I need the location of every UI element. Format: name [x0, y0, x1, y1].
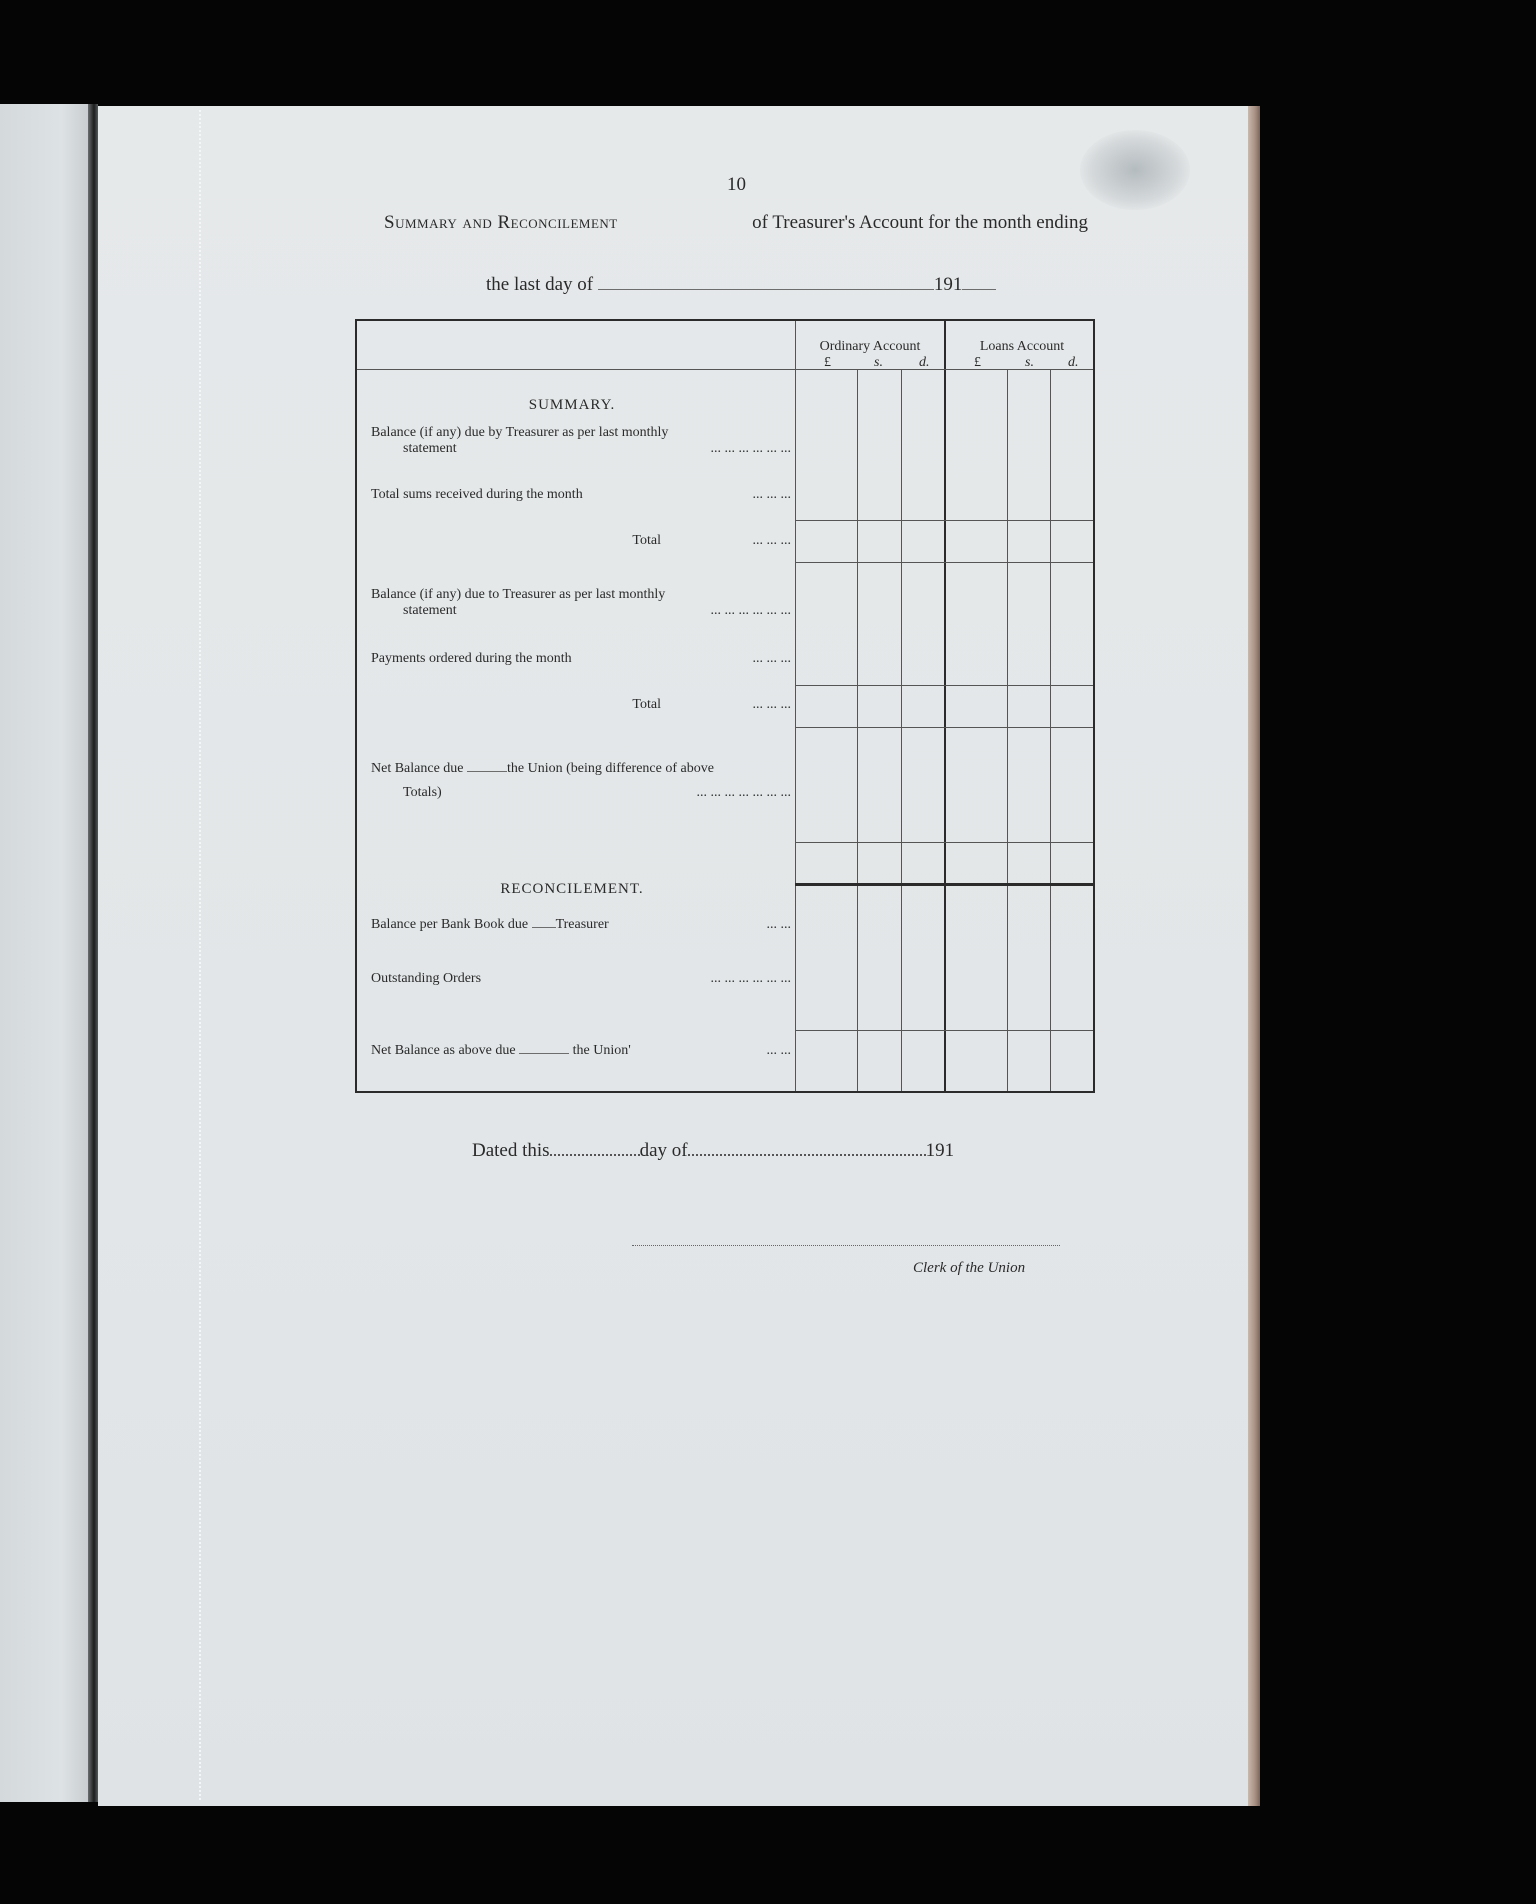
year-blank[interactable]: [962, 289, 996, 290]
unit-pence: d.: [919, 355, 930, 370]
dated-year: 191: [925, 1140, 955, 1161]
row-label-text: Total: [632, 697, 661, 712]
leader-dots: ... ... ... ... ... ...: [710, 441, 791, 456]
sum-rule: [795, 562, 1093, 563]
month-blank[interactable]: [688, 1154, 926, 1156]
unit-pounds: £: [824, 355, 831, 370]
sum-rule: [795, 842, 1093, 843]
leader-dots: ... ... ... ... ... ...: [710, 971, 791, 986]
leader-dots: ... ... ... ... ... ...: [710, 603, 791, 618]
col-divider-thick: [944, 321, 946, 1091]
row-label-text: Outstanding Orders: [371, 971, 482, 986]
blank-field[interactable]: [467, 771, 507, 772]
col-divider: [857, 369, 858, 1091]
header-rule: [357, 369, 1093, 370]
section-divider: [795, 883, 1093, 886]
row-label-text: Balance (if any) due to Treasurer as per last monthly: [371, 587, 666, 602]
book-gutter: [88, 104, 98, 1802]
table-row: [371, 917, 791, 933]
table-row: [371, 757, 791, 805]
leader-dots: ... ... ... ... ... ... ...: [696, 785, 791, 800]
row-label-text: Payments ordered during the month: [371, 651, 572, 666]
blank-field[interactable]: [532, 927, 556, 928]
day-blank[interactable]: [550, 1154, 640, 1156]
row-label-text: statement: [403, 603, 457, 618]
row-label-text: Balance per Bank Book due: [371, 917, 529, 932]
leader-dots: ... ... ...: [752, 697, 791, 712]
signature-caption: Clerk of the Union: [913, 1260, 1026, 1276]
reconcilement-heading: RECONCILEMENT.: [500, 881, 644, 897]
leader-dots: ... ...: [766, 917, 791, 932]
table-row: [371, 425, 791, 457]
date-prefix: the last day of: [486, 274, 594, 295]
leader-dots: ... ... ...: [752, 533, 791, 548]
row-label-text: Net Balance as above due: [371, 1043, 516, 1058]
signature-line[interactable]: [632, 1245, 1060, 1246]
account-table: [355, 319, 1095, 1093]
month-blank[interactable]: [598, 289, 934, 290]
col-divider: [1050, 369, 1051, 1091]
row-label-text: Total sums received during the month: [371, 487, 583, 502]
page-number: 10: [727, 174, 746, 195]
blank-field[interactable]: [519, 1053, 569, 1054]
dated-prefix: Dated this: [472, 1140, 550, 1161]
col-divider: [901, 369, 902, 1091]
title-rest: of Treasurer's Account for the month ending: [752, 212, 1088, 233]
row-label-text: the Union (being difference of above: [507, 761, 714, 776]
table-row: [371, 651, 791, 667]
row-label-text: Totals): [403, 785, 442, 800]
table-row: [371, 697, 791, 713]
unit-pounds: £: [974, 355, 981, 370]
table-row: [371, 971, 791, 987]
ordinary-account-header: Ordinary Account: [819, 339, 921, 354]
table-row: [371, 587, 791, 619]
title-smallcaps: Summary and Reconcilement: [384, 212, 618, 233]
day-of-label: day of: [639, 1140, 688, 1161]
dated-line: [472, 1140, 954, 1162]
row-label-text: Total: [632, 533, 661, 548]
loans-account-header: Loans Account: [979, 339, 1065, 354]
form-title: [384, 212, 1088, 234]
row-label-text: statement: [403, 441, 457, 456]
leader-dots: ... ...: [766, 1043, 791, 1058]
table-row: [371, 1043, 791, 1059]
facing-page: [0, 104, 88, 1802]
row-label-text: the Union': [572, 1043, 631, 1058]
sum-rule: [795, 685, 1093, 686]
leader-dots: ... ... ...: [752, 651, 791, 666]
page-edge: [1248, 106, 1260, 1806]
unit-shillings: s.: [1025, 355, 1034, 370]
summary-heading: SUMMARY.: [528, 397, 616, 413]
row-label-text: Treasurer: [555, 917, 609, 932]
table-row: [371, 487, 791, 503]
year-prefix: 191: [933, 274, 963, 295]
ink-stamp: [1080, 130, 1190, 210]
leader-dots: ... ... ...: [752, 487, 791, 502]
col-divider: [795, 321, 796, 1091]
stitch-line: [199, 110, 201, 1800]
unit-shillings: s.: [874, 355, 883, 370]
row-label-text: Net Balance due: [371, 761, 464, 776]
table-row: [371, 533, 791, 549]
unit-pence: d.: [1068, 355, 1079, 370]
sum-rule: [795, 1030, 1093, 1031]
month-date-line: [486, 274, 996, 296]
col-divider: [1007, 369, 1008, 1091]
sum-rule: [795, 727, 1093, 728]
row-label-text: Balance (if any) due by Treasurer as per last monthly: [371, 425, 669, 440]
sum-rule: [795, 520, 1093, 521]
